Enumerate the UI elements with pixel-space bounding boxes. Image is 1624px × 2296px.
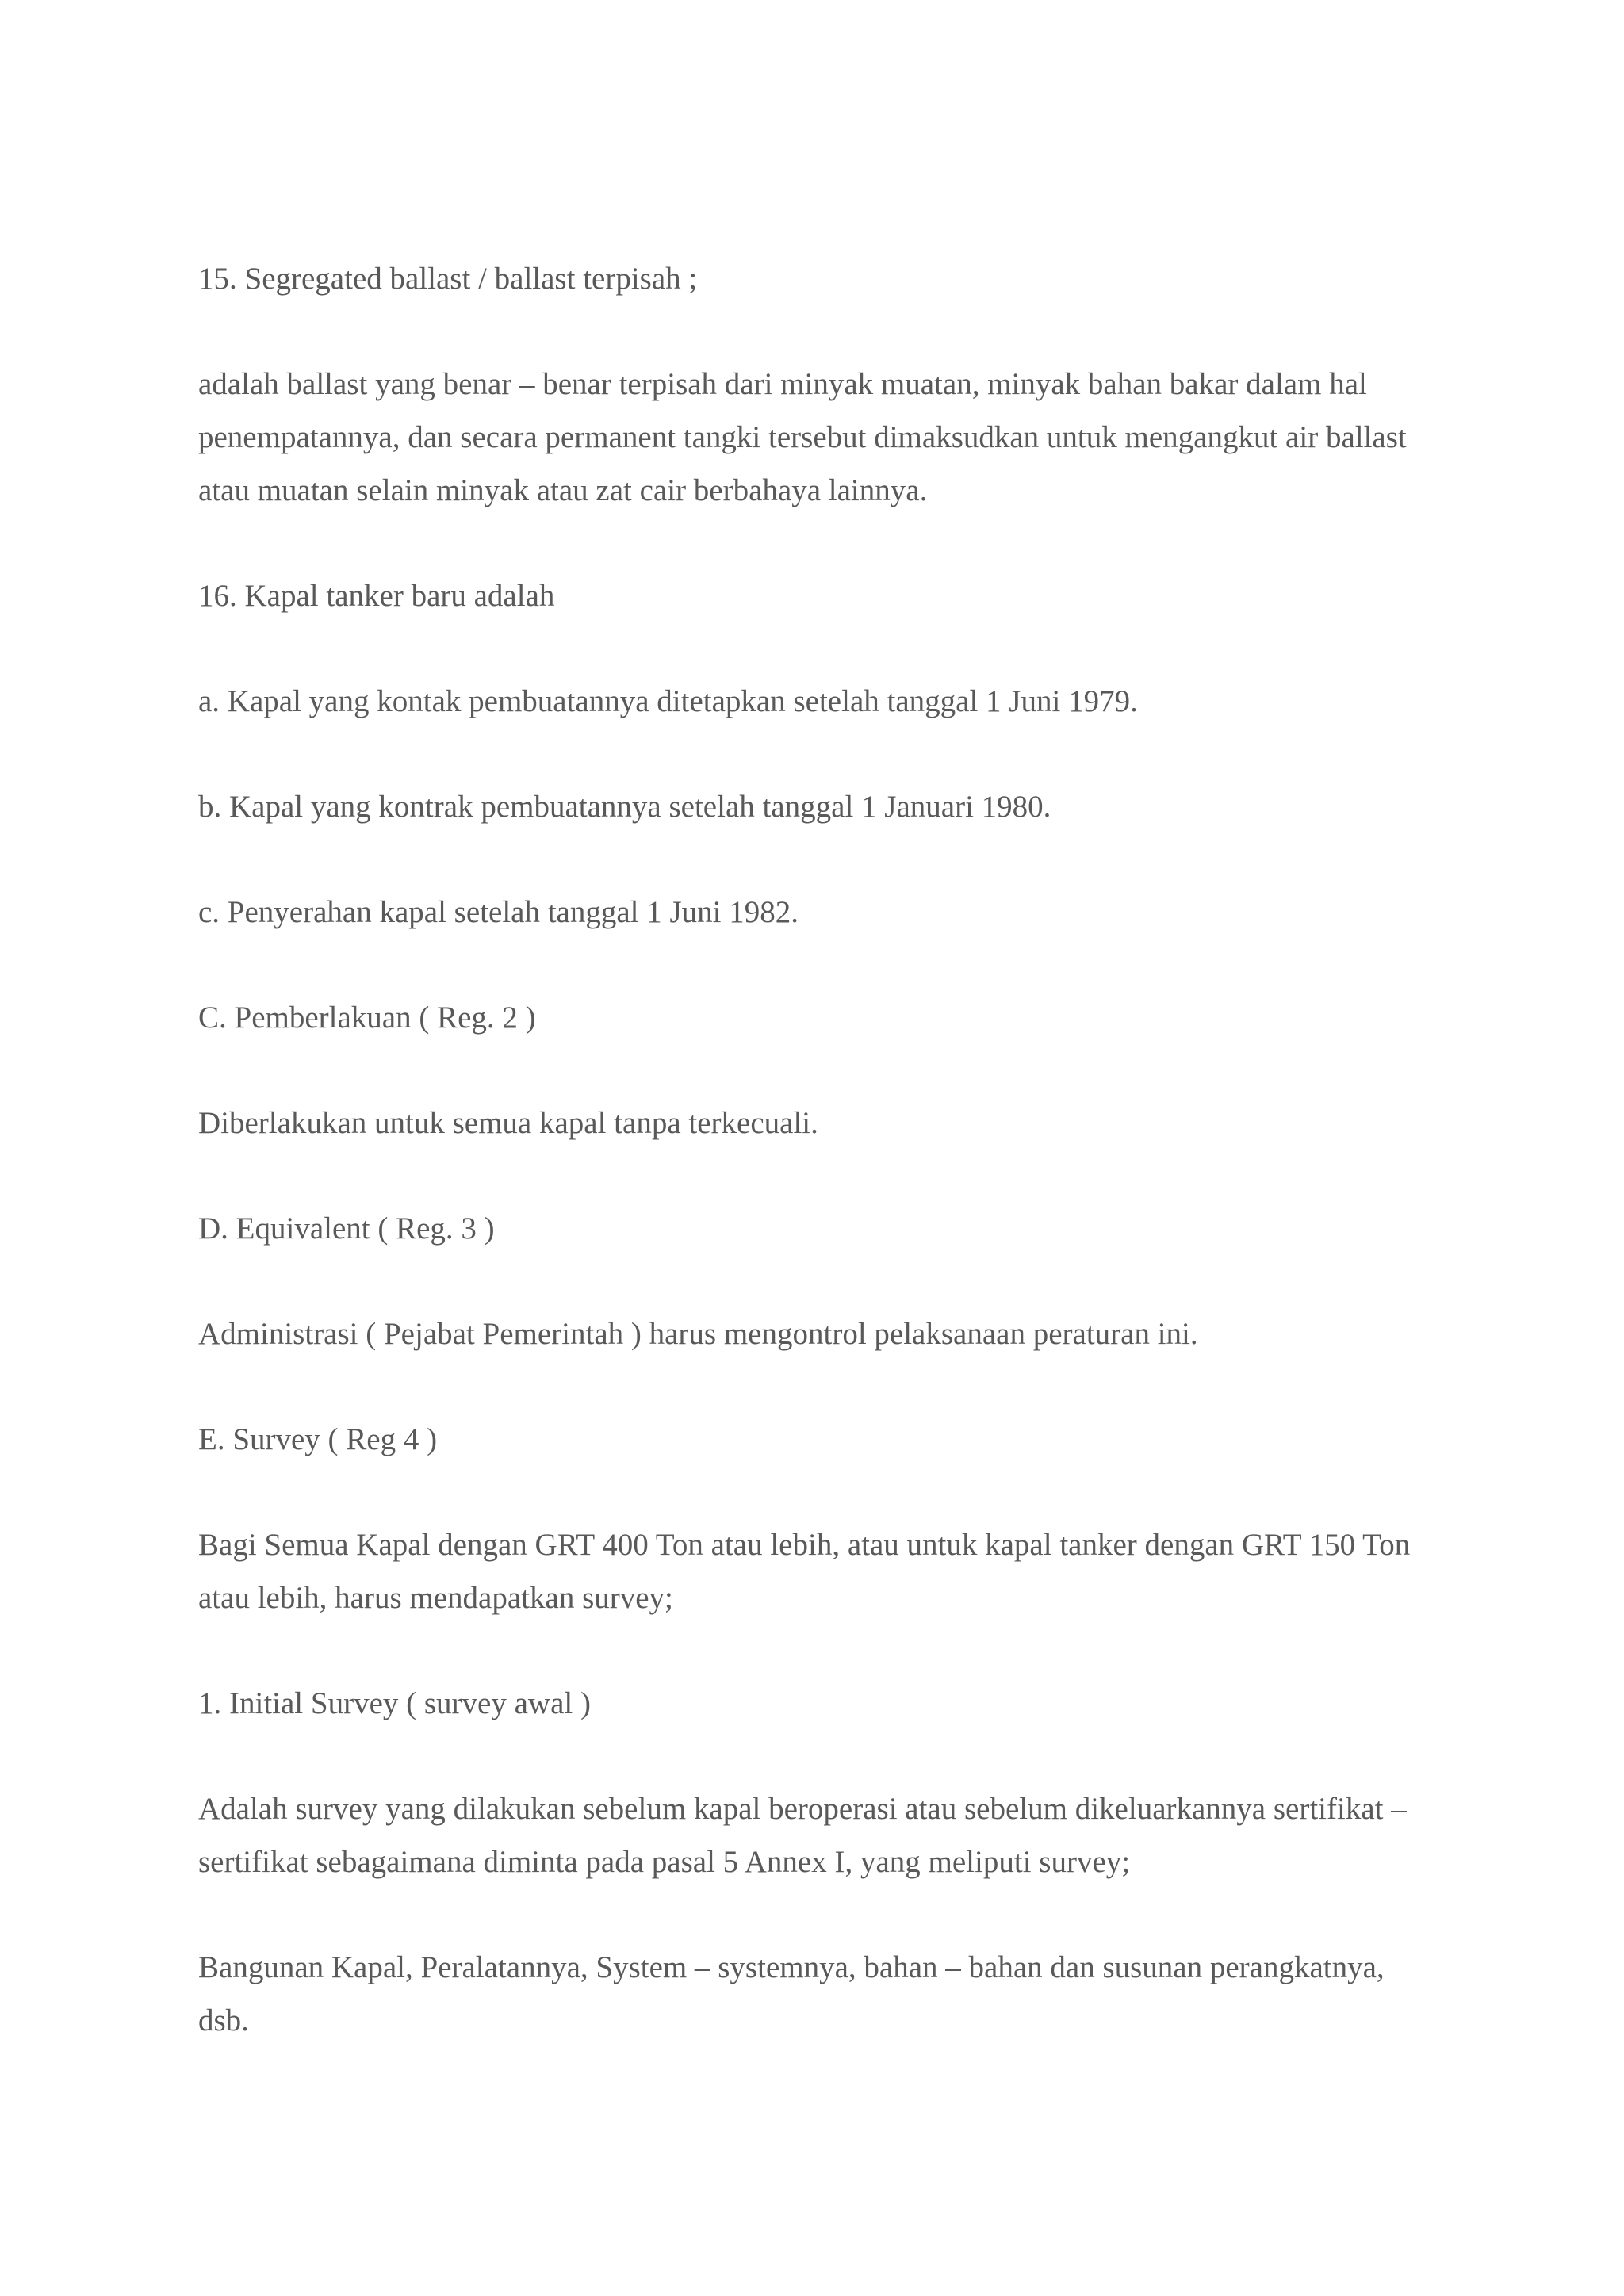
section-heading-pemberlakuan: C. Pemberlakuan ( Reg. 2 ) <box>198 1001 536 1035</box>
section-heading-survey: E. Survey ( Reg 4 ) <box>198 1422 438 1456</box>
subheading-initial-survey: 1. Initial Survey ( survey awal ) <box>198 1686 591 1720</box>
section-heading-equivalent: D. Equivalent ( Reg. 3 ) <box>198 1211 495 1246</box>
paragraph-segregated-ballast-heading: 15. Segregated ballast / ballast terpisah ; <box>198 262 698 296</box>
paragraph-initial-survey: Adalah survey yang dilakukan sebelum kapal beroperasi atau sebelum dikeluarkannya sertifikat – sertifikat sebagaimana diminta pada pasal 5 Annex I, yang meliputi survey; <box>198 1792 1407 1879</box>
document-body <box>198 252 1435 2099</box>
list-item-b: b. Kapal yang kontrak pembuatannya setelah tanggal 1 Januari 1980. <box>198 790 1051 824</box>
paragraph-new-tanker-heading: 16. Kapal tanker baru adalah <box>198 579 555 613</box>
list-item-a: a. Kapal yang kontak pembuatannya ditetapkan setelah tanggal 1 Juni 1979. <box>198 684 1138 718</box>
paragraph-survey: Bagi Semua Kapal dengan GRT 400 Ton atau lebih, atau untuk kapal tanker dengan GRT 150 Ton atau lebih, harus mendapatkan survey; <box>198 1528 1411 1615</box>
list-item-c: c. Penyerahan kapal setelah tanggal 1 Juni 1982. <box>198 895 799 929</box>
paragraph-pemberlakuan: Diberlakukan untuk semua kapal tanpa terkecuali. <box>198 1106 818 1140</box>
paragraph-segregated-ballast-definition: adalah ballast yang benar – benar terpisah dari minyak muatan, minyak bahan bakar dalam hal penempatannya, dan secara permanent tangki tersebut dimaksudkan untuk mengangkut air ballast atau muatan selain minyak atau zat cair berbahaya lainnya. <box>198 367 1407 507</box>
paragraph-equivalent: Administrasi ( Pejabat Pemerintah ) harus mengontrol pelaksanaan peraturan ini. <box>198 1317 1198 1351</box>
paragraph-survey-scope: Bangunan Kapal, Peralatannya, System – systemnya, bahan – bahan dan susunan perangkatnya, dsb. <box>198 1950 1385 2038</box>
